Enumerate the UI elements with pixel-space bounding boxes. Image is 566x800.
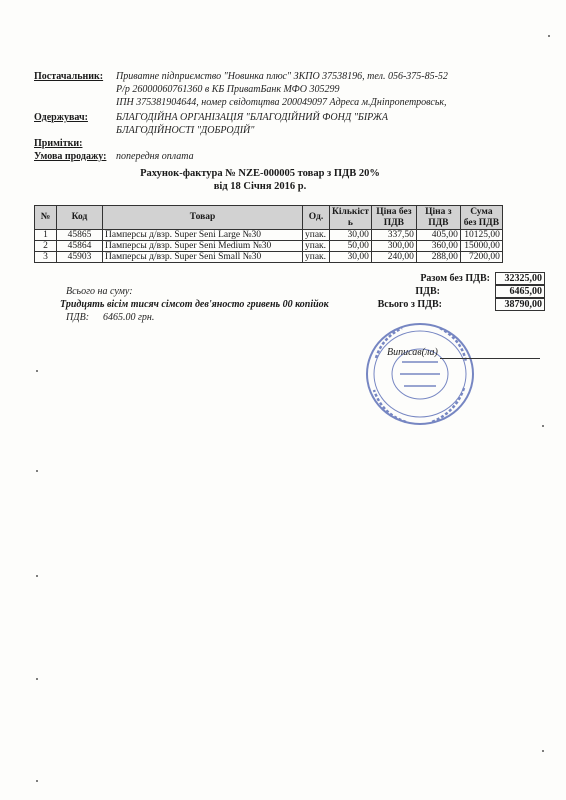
- cell-price-no-vat: 300,00: [371, 241, 416, 252]
- supplier-line-1: Приватне підприємство "Новинка плюс" ЗКПО 37538196, тел. 056-375-85-52: [116, 71, 448, 82]
- vat-label: ПДВ:: [415, 286, 440, 297]
- total-value: 38790,00: [495, 298, 545, 311]
- subtotal-label: Разом без ПДВ:: [420, 273, 490, 284]
- cell-product: Памперсы д/взр. Super Seni Large №30: [103, 230, 303, 241]
- cell-price-no-vat: 240,00: [371, 252, 416, 263]
- recipient-line-1: БЛАГОДІЙНА ОРГАНІЗАЦІЯ "БЛАГОДІЙНИЙ ФОНД "БІРЖА: [116, 112, 389, 123]
- table-row: [35, 252, 503, 263]
- supplier-line-2: Р/р 26000060761360 в КБ ПриватБанк МФО 305299: [116, 84, 340, 95]
- scan-speck: [542, 750, 544, 752]
- table-row: [35, 241, 503, 252]
- col-header-number: №: [35, 206, 57, 230]
- scan-speck: [36, 780, 38, 782]
- cell-sum-no-vat: 15000,00: [460, 241, 502, 252]
- recipient-line-2: БЛАГОДІЙНОСТІ "ДОБРОДІЙ": [116, 125, 255, 136]
- cell-price-vat: 360,00: [416, 241, 460, 252]
- cell-unit: упак.: [303, 230, 330, 241]
- notes-label: Примітки:: [34, 138, 83, 149]
- scan-speck: [36, 370, 38, 372]
- cell-price-vat: 288,00: [416, 252, 460, 263]
- company-stamp: [362, 318, 478, 430]
- cell-unit: упак.: [303, 241, 330, 252]
- vat-line-value: 6465.00 грн.: [103, 312, 155, 323]
- scan-speck: [542, 425, 544, 427]
- recipient-label: Одержувач:: [34, 112, 88, 123]
- cell-code: 45865: [57, 230, 103, 241]
- cell-price-no-vat: 337,50: [371, 230, 416, 241]
- signed-by-label: Виписав(ла): [387, 347, 438, 358]
- cell-unit: упак.: [303, 252, 330, 263]
- cell-code: 45903: [57, 252, 103, 263]
- cell-product: Памперсы д/взр. Super Seni Medium №30: [103, 241, 303, 252]
- cell-sum-no-vat: 7200,00: [460, 252, 502, 263]
- scan-speck: [548, 35, 550, 37]
- terms-value: попередня оплата: [116, 151, 194, 162]
- sum-in-words: Тридцять вісім тисяч сімсот дев'яносто гривень 00 копійок: [60, 299, 329, 310]
- invoice-title: Рахунок-фактура № NZE-000005 товар з ПДВ 20%: [140, 168, 380, 179]
- terms-label: Умова продажу:: [34, 151, 107, 162]
- table-row: [35, 230, 503, 241]
- scan-speck: [36, 470, 38, 472]
- vat-value: 6465,00: [495, 285, 545, 298]
- scan-speck: [36, 575, 38, 577]
- invoice-date: від 18 Січня 2016 р.: [213, 181, 307, 192]
- signature-line: [440, 358, 540, 359]
- cell-number: 3: [35, 252, 57, 263]
- col-header-unit: Од.: [303, 206, 330, 230]
- cell-quantity: 30,00: [330, 230, 372, 241]
- cell-price-vat: 405,00: [416, 230, 460, 241]
- cell-number: 2: [35, 241, 57, 252]
- col-header-sum-no-vat: Сума без ПДВ: [460, 206, 502, 230]
- cell-quantity: 50,00: [330, 241, 372, 252]
- cell-quantity: 30,00: [330, 252, 372, 263]
- subtotal-value: 32325,00: [495, 272, 545, 285]
- cell-sum-no-vat: 10125,00: [460, 230, 502, 241]
- supplier-label: Постачальник:: [34, 71, 104, 82]
- supplier-line-3: ІПН 375381904644, номер свідотцтва 200049097 Адреса м.Дніпропетровськ,: [116, 97, 447, 108]
- cell-product: Памперсы д/взр. Super Seni Small №30: [103, 252, 303, 263]
- col-header-quantity: Кількіст ь: [330, 206, 372, 230]
- col-header-product: Товар: [103, 206, 303, 230]
- table-header-row: [35, 206, 503, 230]
- invoice-table: [34, 205, 503, 263]
- col-header-price-no-vat: Ціна без ПДВ: [371, 206, 416, 230]
- col-header-price-vat: Ціна з ПДВ: [416, 206, 460, 230]
- col-header-code: Код: [57, 206, 103, 230]
- scan-speck: [36, 678, 38, 680]
- cell-code: 45864: [57, 241, 103, 252]
- vat-line-label: ПДВ:: [66, 312, 90, 323]
- sum-label: Всього на суму:: [66, 286, 133, 297]
- total-label: Всього з ПДВ:: [377, 299, 442, 310]
- cell-number: 1: [35, 230, 57, 241]
